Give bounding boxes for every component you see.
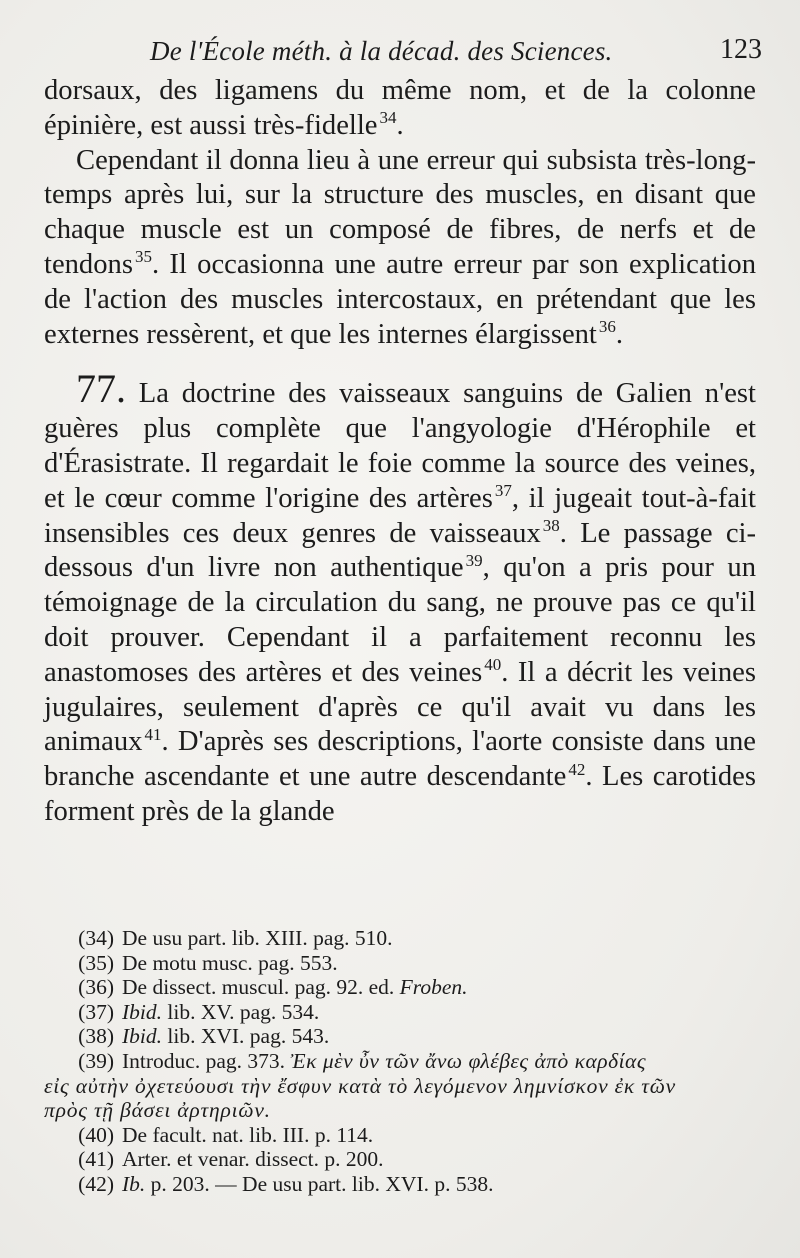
footnote-36: (36) De dissect. muscul. pag. 92. ed. Froben. <box>78 975 468 1000</box>
body-text <box>44 74 756 830</box>
section-number: 77. <box>76 366 126 412</box>
footnote-39: (39) Introduc. pag. 373. Ἐκ μὲν ὖν τῶν ἄνω φλέβες ἀπὸ καρδίας <box>78 1048 647 1073</box>
footnote-40: (40) De facult. nat. lib. III. p. 114. <box>78 1122 374 1147</box>
footnote-37: (37) Ibid. lib. XV. pag. 534. <box>78 999 320 1024</box>
paragraph-77: 77. La doctrine des vaisseaux sanguins de Galien n'est guères plus complète que l'angyologie d'Hérophile et d'Érasistrate. Il regardait le foie comme la source des veines, et le cœur comme l'origine des artères $^{37}$, il jugeait tout-à-fait insensibles ces deux genres de vaisseaux $^{38}$. Le passage ci-dessous d'un livre non authentique $^{39}$, qu'on a pris pour un témoignage de la circulation du sang, ne prouve pas ce qu'il doit prouver. Cependant il a parfaitement reconnu les anastomoses des artères et des veines $^{40}$. Il a décrit les veines jugulaires, seulement d'après ce qu'il avait vu dans les animaux $^{41}$. D'après ses descriptions, l'aorte consiste dans une branche ascendante et une autre descendante $^{42}$. Les carotides forment près de la glande <box>44 366 757 827</box>
footnote-ref-42: 42 <box>568 759 586 779</box>
footnote-42: (42) Ib. p. 203. — De usu part. lib. XVI. p. 538. <box>78 1171 494 1196</box>
footnote-ref-35: 35 <box>134 247 152 267</box>
footnote-ref-37: 37 <box>494 481 512 501</box>
page-number: 123 <box>720 34 762 65</box>
footnote-35: (35) De motu musc. pag. 553. <box>78 950 338 975</box>
footnote-39-cont-2: πρὸς τῇ βάσει ἀρτηριῶν. <box>44 1098 271 1123</box>
footnote-ref-36: 36 <box>598 317 616 337</box>
footnote-38: (38) Ibid. lib. XVI. pag. 543. <box>78 1024 330 1049</box>
footnote-39-cont-1: εἰς αὐτὴν ὀχετεύουσι τὴν ἔσφυν κατὰ τὸ λεγόμενον λημνίσκον ἐκ τῶν <box>44 1073 677 1098</box>
running-title: De l'École méth. à la décad. des Sciences. <box>150 36 613 66</box>
footnote-ref-38: 38 <box>542 516 560 536</box>
footnote-34: (34) De usu part. lib. XIII. pag. 510. <box>78 926 393 950</box>
footnote-ref-41: 41 <box>144 724 162 744</box>
paragraph-2: Cependant il donna lieu à une erreur qui subsista très-long-temps après lui, sur la structure des muscles, en disant que chaque muscle est un composé de fibres, de nerfs et de tendons $^{35}$. Il occasionna une autre erreur par son explication de l'action des muscles intercostaux, en prétendant que les externes ressèrent, et que les internes élargissent $^{36}$. <box>44 144 756 350</box>
paragraph-1: dorsaux, des ligamens du même nom, et de la colonne épinière, est aussi très-fidelle $^{34}$. <box>44 75 756 141</box>
footnote-ref-34: 34 <box>379 108 397 128</box>
greek-quote: Ἐκ μὲν ὖν τῶν ἄνω φλέβες ἀπὸ καρδίας <box>290 1048 647 1073</box>
page-header <box>150 34 762 74</box>
footnotes <box>44 926 756 1197</box>
footnote-ref-39: 39 <box>465 550 483 570</box>
footnote-41: (41) Arter. et venar. dissect. p. 200. <box>78 1147 384 1172</box>
footnote-ref-40: 40 <box>484 655 502 675</box>
